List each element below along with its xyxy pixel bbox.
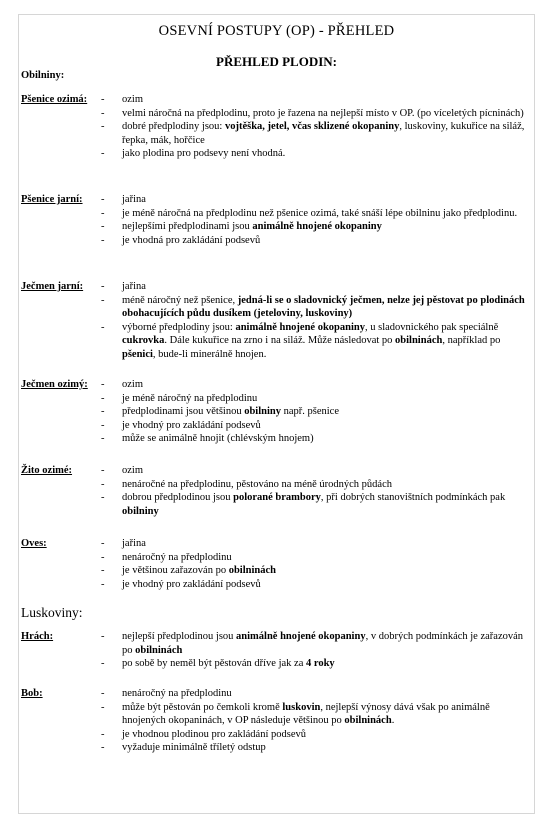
bold-text-run: polorané brambory — [233, 492, 321, 504]
text-run: může se animálně hnojit (chlévským hnojem) — [122, 433, 314, 445]
bold-text-run: obilninách — [395, 335, 443, 347]
text-run: jako plodina pro podsevy není vhodná. — [122, 148, 286, 160]
text-run: nejlepšími předplodinami jsou — [122, 221, 253, 233]
crop-list-item — [101, 564, 531, 578]
text-run: , při dobrých stanovištních podmínkách pak — [320, 492, 506, 504]
text-run: , u sladovnického pak speciálně — [365, 321, 499, 333]
crop-list-item — [101, 321, 531, 362]
crop-list-item — [101, 147, 531, 161]
document-subtitle: PŘEHLED PLODIN: — [216, 54, 337, 69]
text-run: nenáročný na předplodinu — [122, 688, 232, 699]
crop-name: Žito ozimé: — [21, 465, 73, 476]
crop-list-item — [101, 701, 531, 728]
bold-text-run: animálně hnojené okopaniny — [252, 221, 382, 233]
text-run: je většinou zařazován po — [122, 565, 229, 577]
text-run: je vhodná pro zakládání podsevů — [122, 234, 261, 246]
crop-item-list — [101, 537, 531, 591]
bold-text-run: vojtěška, jetel, včas sklizené okopaniny — [224, 121, 400, 133]
text-run: výborné předplodiny jsou: — [122, 321, 236, 333]
text-run: po sobě by neměl být pěstován dříve jak za — [122, 658, 306, 670]
text-run: vyžaduje minimálně tříletý odstup — [122, 742, 266, 754]
category-heading-luskoviny: Luskoviny: — [21, 605, 83, 620]
text-run: je méně náročný na předplodinu — [122, 392, 258, 404]
crop-list-item — [101, 728, 531, 742]
text-run: je vhodný pro zakládání podsevů — [122, 578, 261, 590]
text-run: ozim — [122, 465, 143, 476]
text-run: dobrou předplodinou jsou — [122, 492, 234, 504]
crop-name: Pšenice ozimá: — [21, 94, 88, 105]
text-run: , například po — [442, 335, 501, 347]
text-run: velmi náročná na předplodinu, proto je řazena na nejlepší místo v OP. (po víceletých pícninách) — [122, 107, 524, 119]
crop-name: Ječmen jarní: — [21, 281, 84, 292]
crop-list-item — [101, 419, 531, 433]
text-run: je vhodnou plodinou pro zakládání podsevů — [122, 728, 307, 740]
crop-list-item — [101, 630, 531, 657]
text-run: dobré předplodiny jsou: — [122, 121, 225, 133]
crop-item-list — [101, 193, 531, 247]
crop-list-item — [101, 741, 531, 755]
bold-text-run: jedná-li se o sladovnický ječmen, nelze jej pěstovat po plodinách obohacujících půdu dusíkem (jeteloviny, luskoviny) — [122, 294, 525, 320]
text-run: méně náročný než pšenice, — [122, 294, 238, 306]
crop-list-item — [101, 107, 531, 121]
bold-text-run: animálně hnojené okopaniny — [235, 321, 365, 333]
bold-text-run: obilninách — [344, 715, 392, 727]
text-run: je vhodný pro zakládání podsevů — [122, 419, 261, 431]
crop-name: Bob: — [21, 688, 43, 699]
crop-list-item — [101, 478, 531, 492]
text-run: ozim — [122, 379, 143, 390]
text-run: jařina — [122, 538, 146, 549]
crop-name: Ječmen ozimý: — [21, 379, 88, 390]
bold-text-run: obilniny — [122, 505, 159, 517]
crop-name: Pšenice jarní: — [21, 194, 83, 205]
bold-text-run: 4 roky — [306, 658, 335, 670]
crop-list-item — [101, 220, 531, 234]
crop-item-list — [101, 630, 531, 671]
text-run: . — [391, 715, 395, 727]
bold-text-run: luskovin — [282, 701, 321, 713]
crop-list-item — [101, 537, 531, 551]
crop-item-list — [101, 687, 531, 755]
text-run: jařina — [122, 281, 146, 292]
category-heading-obilniny: Obilniny: — [21, 70, 65, 81]
crop-name: Oves: — [21, 538, 47, 549]
text-run: , v dobrých podmínkách je zařazován po — [122, 631, 524, 656]
bold-text-run: animálně hnojené okopaniny — [236, 631, 366, 642]
text-run: jařina — [122, 194, 146, 205]
crop-list-item — [101, 687, 531, 701]
crop-list-item — [101, 207, 531, 221]
crop-list-item — [101, 551, 531, 565]
bold-text-run: obilninách — [228, 565, 276, 577]
crop-list-item — [101, 120, 531, 147]
crop-name: Hrách: — [21, 631, 54, 642]
text-run: , luskoviny, kukuřice na siláž, řepka, mák, hořčice — [122, 121, 525, 146]
crop-list-item — [101, 392, 531, 406]
text-run: , nejlepší výnosy dává však po animálně hnojených okopaninách, v OP následuje většinou po — [122, 701, 490, 727]
crop-list-item — [101, 378, 531, 392]
bold-text-run: pšenici — [122, 348, 153, 360]
crop-list-item — [101, 280, 531, 294]
crop-list-item — [101, 294, 531, 321]
crop-item-list — [101, 93, 531, 161]
crop-list-item — [101, 464, 531, 478]
text-run: např. pšenice — [280, 406, 340, 418]
bold-text-run: obilniny — [244, 406, 281, 418]
crop-list-item — [101, 432, 531, 446]
text-run: . Dále kukuřice na zrno i na siláž. Může následovat po — [164, 335, 396, 347]
crop-item-list — [101, 464, 531, 518]
text-run: nejlepší předplodinou jsou — [122, 631, 237, 642]
text-run: může být pěstován po čemkoli kromě — [122, 701, 283, 713]
crop-list-item — [101, 657, 531, 671]
crop-list-item — [101, 234, 531, 248]
bold-text-run: obilninách — [135, 644, 183, 656]
crop-list-item — [101, 405, 531, 419]
crop-item-list — [101, 280, 531, 362]
text-run: ozim — [122, 94, 143, 105]
crop-list-item — [101, 193, 531, 207]
text-run: předplodinami jsou většinou — [122, 406, 245, 418]
crop-list-item — [101, 93, 531, 107]
crop-item-list — [101, 378, 531, 446]
document-title: OSEVNÍ POSTUPY (OP) - PŘEHLED — [158, 23, 395, 39]
text-run: nenáročné na předplodinu, pěstováno na méně úrodných půdách — [122, 478, 392, 490]
text-run: nenáročný na předplodinu — [122, 551, 232, 563]
text-run: , bude-li minerálně hnojen. — [152, 348, 267, 360]
bold-text-run: cukrovka — [122, 335, 165, 347]
text-run: je méně náročná na předplodinu než pšenice ozimá, také snáší lépe obilninu jako předplodinu. — [122, 207, 518, 219]
crop-list-item — [101, 491, 531, 518]
crop-list-item — [101, 578, 531, 592]
